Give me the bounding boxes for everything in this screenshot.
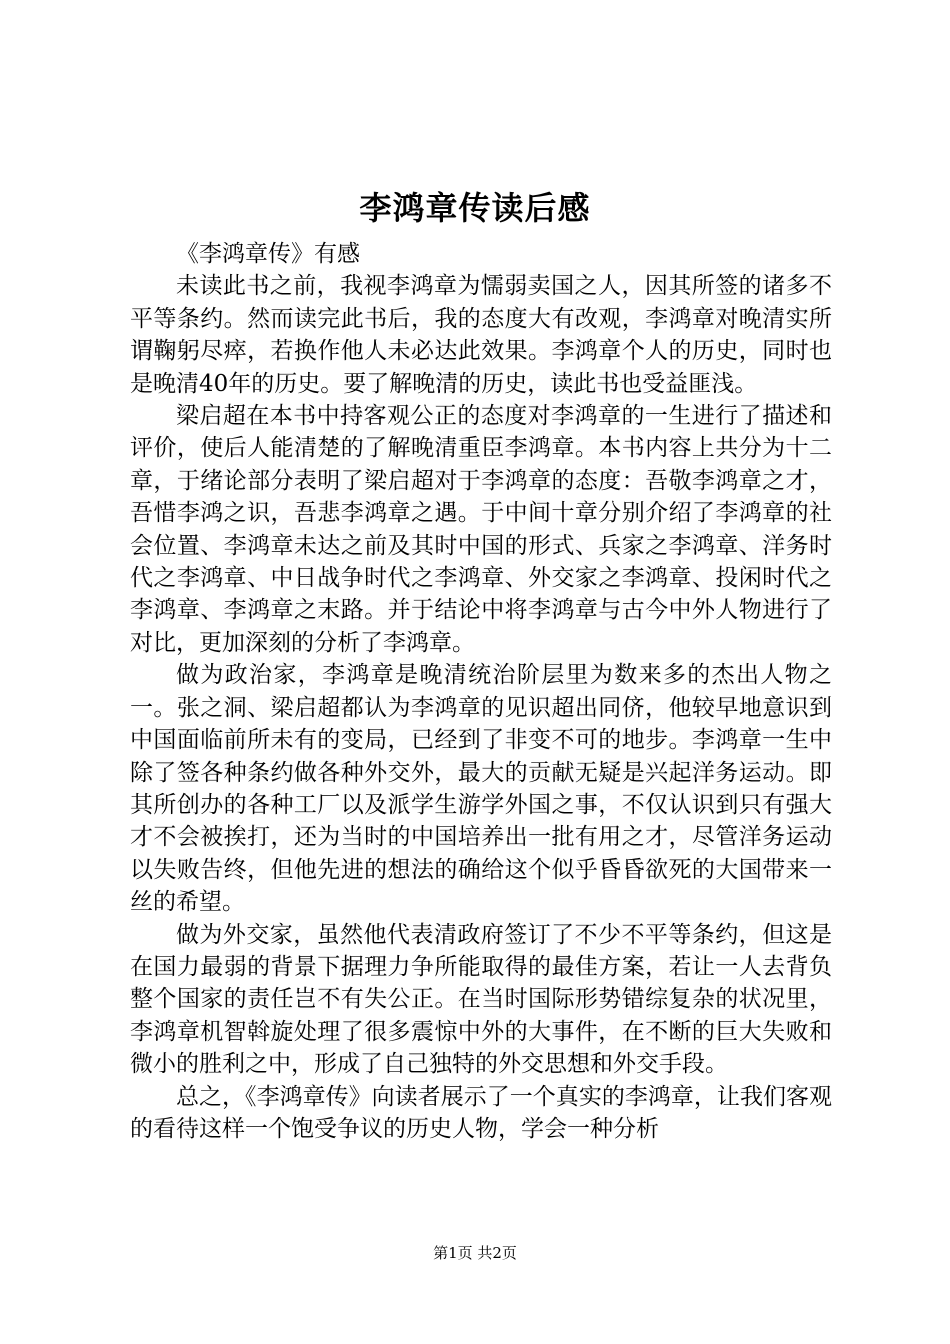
page-number-footer: 第1页 共2页 bbox=[433, 1244, 517, 1262]
body-paragraph: 做为政治家，李鸿章是晚清统治阶层里为数来多的杰出人物之一。张之洞、梁启超都认为李鸿章的见识超出同侪，他较早地意识到中国面临前所未有的变局，已经到了非变不可的地步。李鸿章一生中除了签各种条约做各种外交外，最大的贡献无疑是兴起洋务运动。即其所创办的各种工厂以及派学生游学外国之事，不仅认识到只有强大才不会被挨打，还为当时的中国培养出一批有用之才，尽管洋务运动以失败告终，但他先进的想法的确给这个似乎昏昏欲死的大国带来一丝的希望。 bbox=[130, 662, 832, 916]
body-paragraph: 未读此书之前，我视李鸿章为懦弱卖国之人，因其所签的诸多不平等条约。然而读完此书后，我的态度大有改观，李鸿章对晚清实所谓鞠躬尽瘁，若换作他人未必达此效果。李鸿章个人的历史，同时也是晚清40年的历史。要了解晚清的历史，读此书也受益匪浅。 bbox=[130, 273, 832, 397]
body-paragraph: 做为外交家，虽然他代表清政府签订了不少不平等条约，但这是在国力最弱的背景下据理力争所能取得的最佳方案，若让一人去背负整个国家的责任岂不有失公正。在当时国际形势错综复杂的状况里，李鸿章机智斡旋处理了很多震惊中外的大事件，在不断的巨大失败和微小的胜利之中，形成了自己独特的外交思想和外交手段。 bbox=[130, 921, 832, 1078]
subtitle-paragraph: 《李鸿章传》有感 bbox=[176, 241, 360, 267]
body-paragraph: 总之，《李鸿章传》向读者展示了一个真实的李鸿章，让我们客观的看待这样一个饱受争议的历史人物，学会一种分析 bbox=[130, 1083, 832, 1142]
document-title: 李鸿章传读后感 bbox=[359, 189, 591, 227]
body-paragraph: 梁启超在本书中持客观公正的态度对李鸿章的一生进行了描述和评价，使后人能清楚的了解晚清重臣李鸿章。本书内容上共分为十二章，于绪论部分表明了梁启超对于李鸿章的态度：吾敬李鸿章之才，吾惜李鸿之识，吾悲李鸿章之遇。于中间十章分别介绍了李鸿章的社会位置、李鸿章未达之前及其时中国的形式、兵家之李鸿章、洋务时代之李鸿章、中日战争时代之李鸿章、外交家之李鸿章、投闲时代之李鸿章、李鸿章之末路。并于结论中将李鸿章与古今中外人物进行了对比，更加深刻的分析了李鸿章。 bbox=[130, 403, 832, 656]
document-body bbox=[130, 238, 832, 1145]
